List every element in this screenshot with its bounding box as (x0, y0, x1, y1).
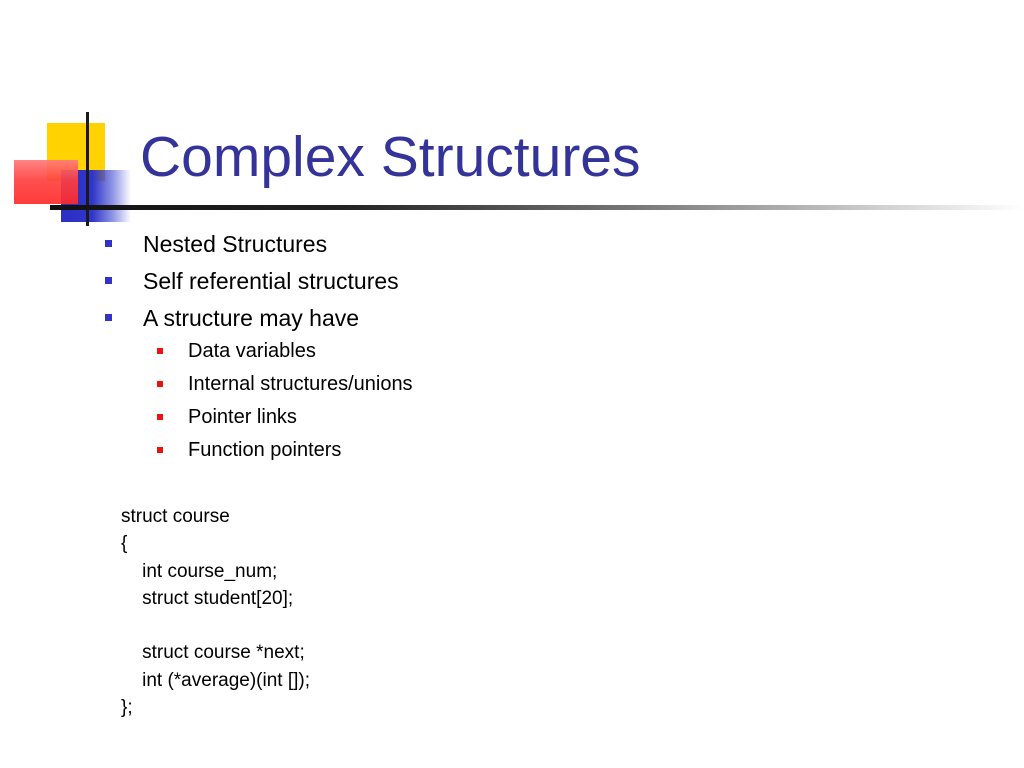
title-underline-rule (50, 205, 1024, 210)
sub-bullet-marker (157, 414, 163, 420)
bullet-marker (105, 314, 112, 321)
bullet-marker (105, 240, 112, 247)
code-block (121, 503, 310, 721)
code-line: int course_num; (121, 560, 278, 582)
code-line: struct student[20]; (121, 587, 294, 609)
sub-bullet-marker (157, 447, 163, 453)
sub-bullet-item: Data variables (188, 340, 316, 362)
bullet-marker (105, 277, 112, 284)
sub-bullet-item: Internal structures/unions (188, 373, 413, 395)
bullet-item: Nested Structures (143, 231, 328, 257)
sub-bullet-marker (157, 348, 163, 354)
bullet-item: A structure may have (143, 305, 360, 331)
decorative-red-square (14, 160, 78, 204)
slide-title: Complex Structures (140, 125, 641, 189)
code-line: struct course (121, 506, 230, 527)
sub-bullet-item: Function pointers (188, 439, 342, 461)
code-line: }; (121, 697, 133, 719)
code-line: struct course *next; (121, 642, 305, 664)
sub-bullet-item: Pointer links (188, 406, 297, 428)
code-line: { (121, 533, 128, 555)
sub-bullet-marker (157, 381, 163, 387)
bullet-item: Self referential structures (143, 268, 399, 294)
code-line (121, 612, 310, 639)
code-line: int (*average)(int []); (121, 669, 311, 691)
